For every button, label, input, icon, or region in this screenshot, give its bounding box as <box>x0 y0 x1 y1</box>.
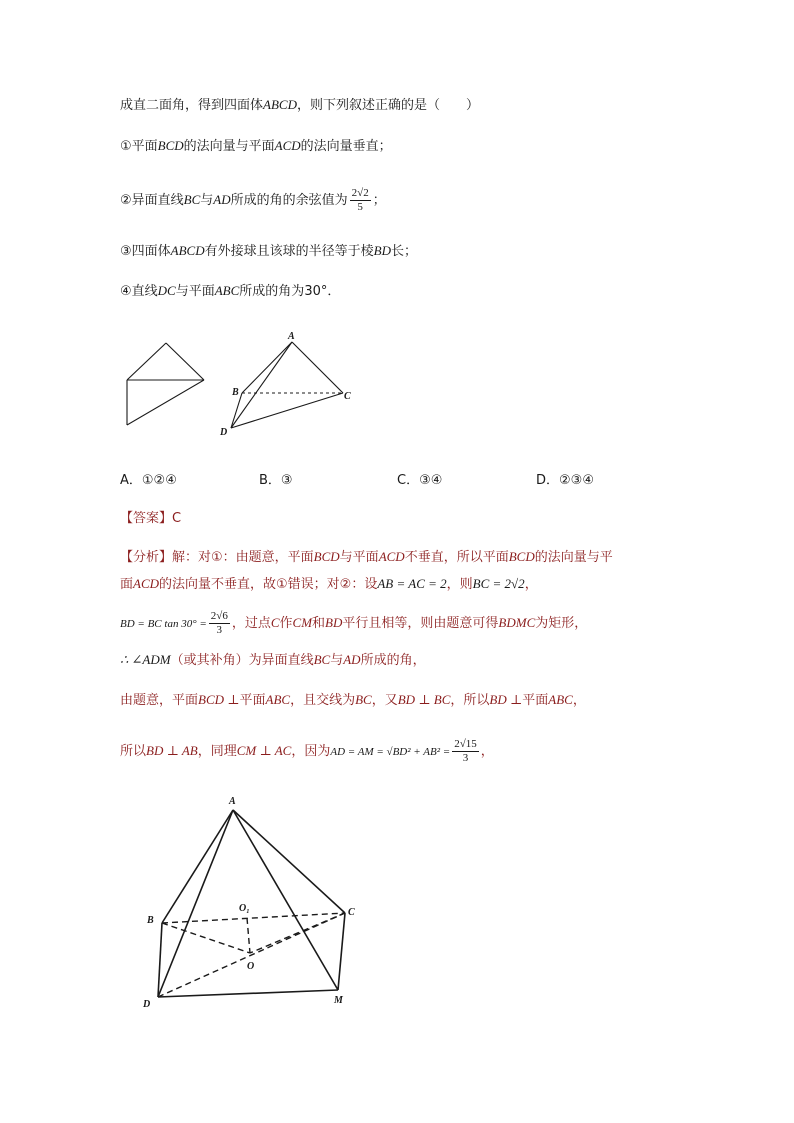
option-b[interactable]: B．③ <box>259 473 293 488</box>
label-C: C <box>348 907 355 918</box>
label-O: O <box>247 961 255 972</box>
analysis-line-2: 面ACD的法向量不垂直，故①错误；对②：设AB = AC = 2，则BC = 2√2， <box>120 576 538 592</box>
statement-2: ②异面直线BC与AD所成的角的余弦值为 $\frac{2√2}{5}$ ； <box>120 187 386 213</box>
analysis-line-6: 所以BD ⊥ AB，同理CM ⊥ AC，因为AD = AM = √BD² + AB² = $\frac{2√15}{3}$ ， <box>120 738 494 764</box>
figure-1 <box>110 325 370 445</box>
fraction-2sqrt2-over-5: $\frac{2√2}{5}$ <box>351 187 369 213</box>
question-intro: 成直二面角，得到四面体ABCD，则下列叙述正确的是（ ） <box>120 97 479 113</box>
label-A: A <box>288 331 295 342</box>
analysis-line-3: BD = BC tan 30° = $\frac{2√6}{3}$ ，过点C作CM和BD平行且相等，则由题意可得BDMC为矩形， <box>120 610 588 636</box>
label-B: B <box>232 387 239 398</box>
analysis-line-1: 【分析】解：对①：由题意，平面BCD与平面ACD不垂直，所以平面BCD的法向量与平 <box>120 549 613 565</box>
label-O1: O₁ <box>239 903 250 914</box>
edge-DC <box>231 393 343 428</box>
segment-O1O <box>247 918 250 953</box>
edge-AD <box>231 342 292 428</box>
option-a[interactable]: A．①②④ <box>120 473 177 488</box>
label-A: A <box>229 796 236 807</box>
edge-BD <box>231 393 242 428</box>
left-figure-edge <box>127 343 166 380</box>
fraction-2sqrt15-over-3: $\frac{2√15}{3}$ <box>454 738 477 764</box>
statement-4: ④直线DC与平面ABC所成的角为30°． <box>120 283 341 299</box>
edge-BD <box>158 923 162 997</box>
label-B: B <box>147 915 154 926</box>
label-C: C <box>344 391 351 402</box>
answer: 【答案】C <box>120 511 182 526</box>
segment-BO <box>162 923 250 953</box>
option-d[interactable]: D．②③④ <box>536 473 594 488</box>
analysis-line-5: 由题意，平面BCD ⊥平面ABC，且交线为BC，又BD ⊥ BC，所以BD ⊥平面ABC， <box>120 692 586 708</box>
label-D: D <box>220 427 228 438</box>
fraction-2sqrt6-over-3: $\frac{2√6}{3}$ <box>210 610 228 636</box>
edge-AC <box>233 810 345 913</box>
edge-AC <box>292 342 343 393</box>
edge-AB <box>242 342 292 393</box>
option-c[interactable]: C．③④ <box>397 473 443 488</box>
statement-3: ③四面体ABCD有外接球且该球的半径等于棱BD长； <box>120 243 417 259</box>
statement-1: ①平面BCD的法向量与平面ACD的法向量垂直； <box>120 138 392 154</box>
label-D: D <box>143 999 151 1010</box>
edge-AD <box>158 810 233 997</box>
figure-2 <box>135 790 375 1015</box>
label-M: M <box>334 995 343 1006</box>
left-figure-edge <box>127 380 204 425</box>
edge-CM <box>338 913 345 990</box>
edge-AB <box>162 810 233 923</box>
analysis-line-4: ∴ ∠ADM（或其补角）为异面直线BC与AD所成的角， <box>120 652 426 668</box>
edge-DM <box>158 990 338 997</box>
left-figure-edge <box>166 343 204 380</box>
